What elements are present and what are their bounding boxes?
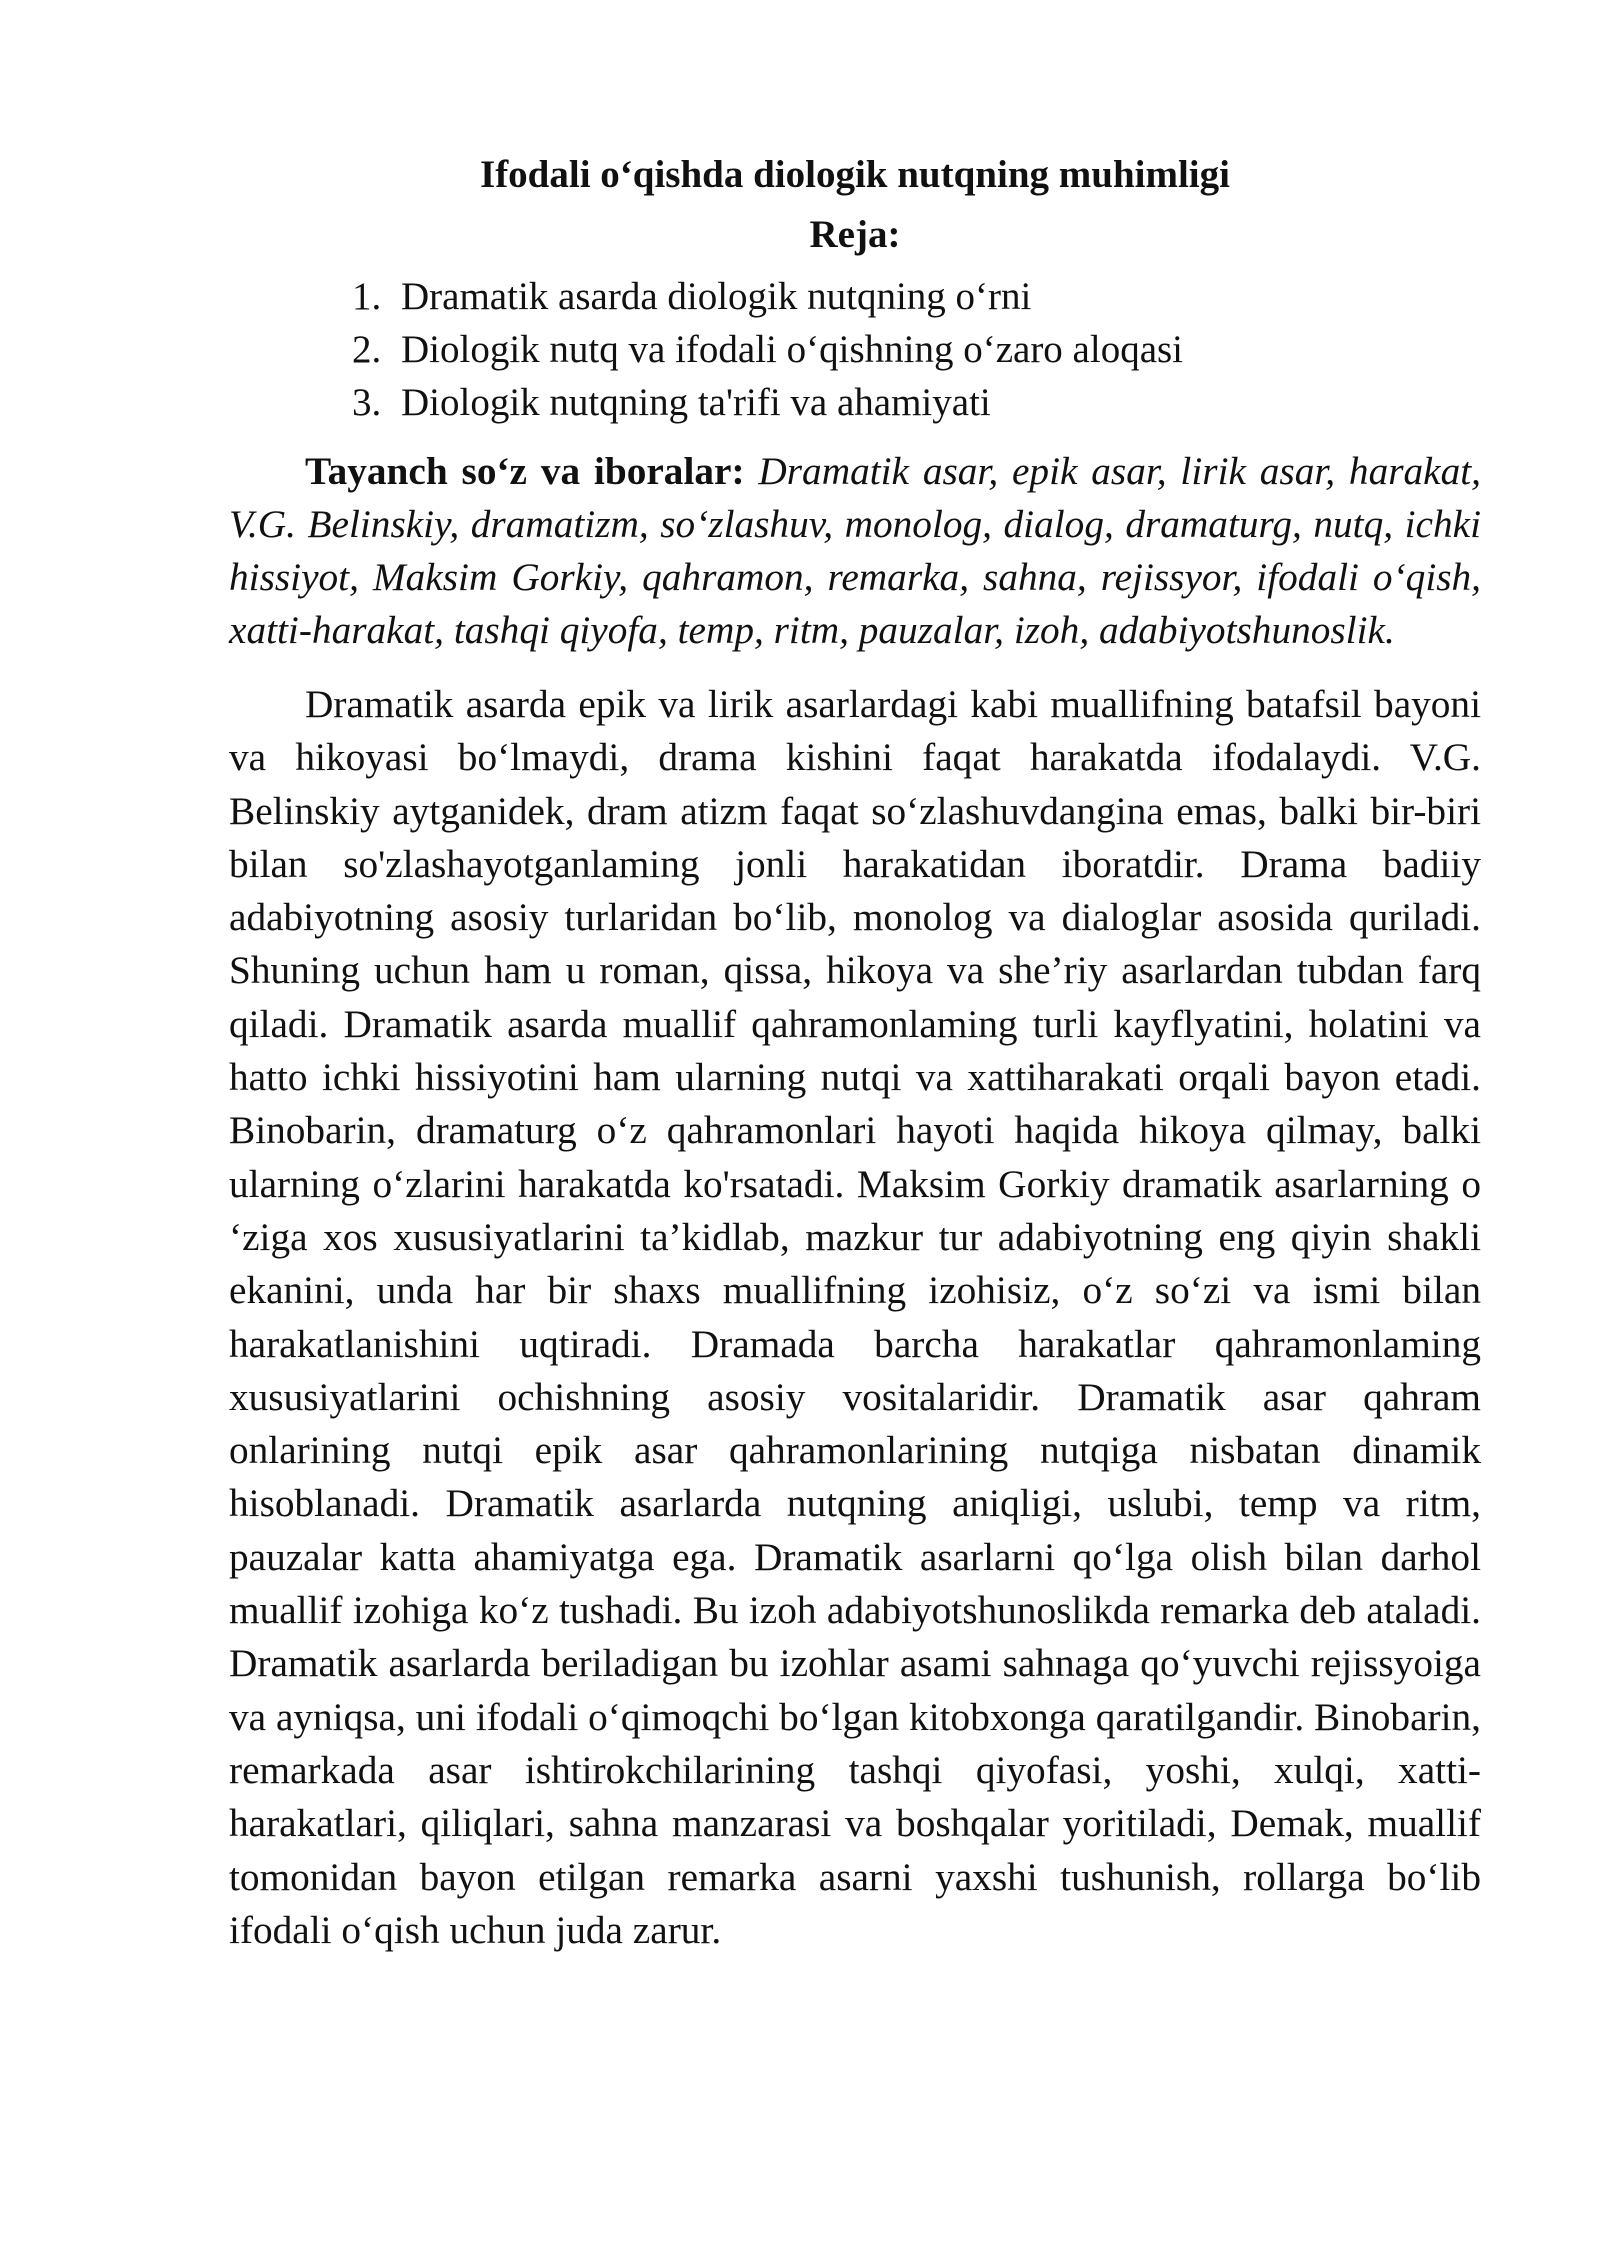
plan-item xyxy=(229,376,1481,429)
plan-item-number: 3. xyxy=(352,381,382,424)
document-page xyxy=(229,148,1481,1957)
body-paragraph: Dramatik asarda epik va lirik asarlardagi kabi muallifning batafsil bayoni va hikoyasi bo‘lmaydi, drama kishini faqat harakatda ifodalaydi. V.G. Belinskiy aytganidek, dram atizm faqat so‘zlashuvdangina emas, balki bir-biri bilan so'zlashayotganlaming jonli harakatidan iboratdir. Drama badiiy adabiyotning asosiy turlaridan bo‘lib, monolog va dialoglar asosida quriladi. Shuning uchun ham u roman, qissa, hikoya va she’riy asarlardan tubdan farq qiladi. Dramatik asarda muallif qahramonlaming turli kayflyatini, holatini va hatto ichki hissiyotini ham ularning nutqi va xattiharakati orqali bayon etadi. Binobarin, dramaturg o‘z qahramonlari hayoti haqida hikoya qilmay, balki ularning o‘zlarini harakatda ko'rsatadi. Maksim Gorkiy dramatik asarlarning o ‘ziga xos xususiyatlarini ta’kidlab, mazkur tur adabiyotning eng qiyin shakli ekanini, unda har bir shaxs muallifning izohisiz, o‘z so‘zi va ismi bilan harakatlanishini uqtiradi. Dramada barcha harakatlar qahramonlaming xususiyatlarini ochishning asosiy vositalaridir. Dramatik asar qahram onlarining nutqi epik asar qahramonlarining nutqiga nisbatan dinamik hisoblanadi. Dramatik asarlarda nutqning aniqligi, uslubi, temp va ritm, pauzalar katta ahamiyatga ega. Dramatik asarlarni qo‘lga olish bilan darhol muallif izohiga ko‘z tushadi. Bu izoh adabiyotshunoslikda remarka deb ataladi. Dramatik asarlarda beriladigan bu izohlar asami sahnaga qo‘yuvchi rejissyoiga va ayniqsa, uni ifodali o‘qimoqchi bo‘lgan kitobxonga qaratilgandir. Binobarin, remarkada asar ishtirokchilarining tashqi qiyofasi, yoshi, xulqi, xatti-harakatlari, qiliqlari, sahna manzarasi va boshqalar yoritiladi, Demak, muallif tomonidan bayon etilgan remarka asarni yaxshi tushunish, rollarga bo‘lib ifodali o‘qish uchun juda zarur. xyxy=(229,682,1481,1952)
document-title: Ifodali o‘qishda diologik nutqning muhimligi xyxy=(480,153,1230,196)
plan-item-text: Diologik nutqning ta'rifi va ahamiyati xyxy=(401,381,991,424)
keywords-list: Dramatik asar, epik asar, lirik asar, harakat, V.G. Belinskiy, dramatizm, so‘zlashuv, monolog, dialog, dramaturg, nutq, ichki hissiyot, Maksim Gorkiy, qahramon, remarka, sahna, rejissyor, ifodali o‘qish, xatti-harakat, tashqi qiyofa, temp, ritm, pauzalar, izoh, adabiyotshunoslik. xyxy=(229,449,1481,652)
plan-item-number: 2. xyxy=(352,328,382,371)
plan-item-number: 1. xyxy=(352,275,382,318)
plan-item xyxy=(229,270,1481,323)
plan-item-text: Dramatik asarda diologik nutqning o‘rni xyxy=(401,275,1032,318)
plan-list xyxy=(229,270,1481,429)
plan-item xyxy=(229,323,1481,376)
plan-heading: Reja: xyxy=(809,213,901,256)
plan-item-text: Diologik nutq va ifodali o‘qishning o‘zaro aloqasi xyxy=(401,328,1184,371)
keywords-paragraph xyxy=(229,445,1481,657)
keywords-label: Tayanch so‘z va iboralar: xyxy=(305,449,745,493)
